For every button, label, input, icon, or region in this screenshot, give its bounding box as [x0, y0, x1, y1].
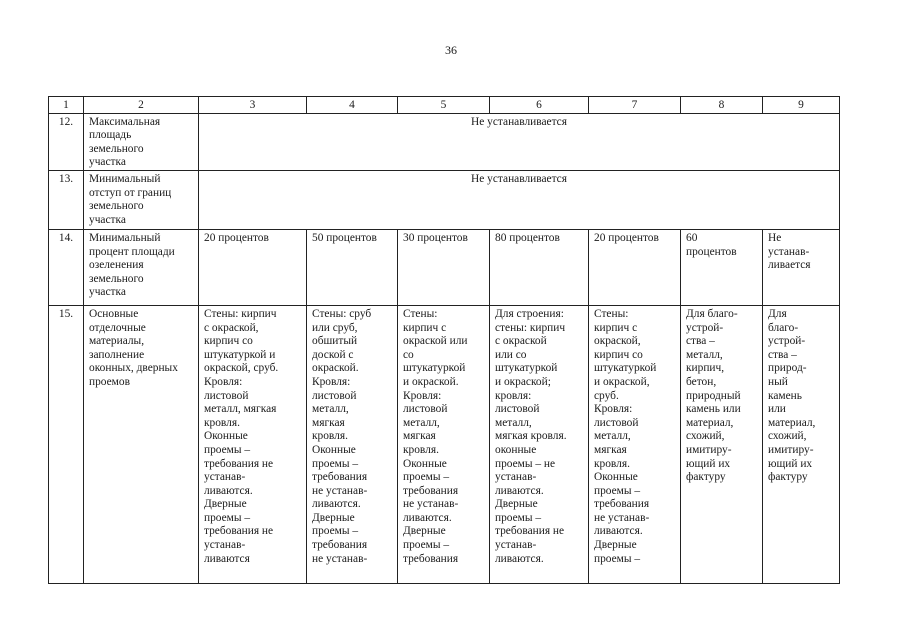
text-line: ющий их	[686, 457, 731, 470]
text-line: не устанав-	[594, 511, 650, 524]
text-line: мягкая кровля.	[495, 430, 567, 443]
text-line: Кровля:	[204, 375, 243, 388]
zone-value-cell	[589, 305, 681, 583]
row-number: 15.	[49, 305, 84, 583]
text-line: штукатуркой	[403, 362, 466, 375]
zone-value-cell	[307, 229, 398, 305]
zone-value-cell	[307, 305, 398, 583]
text-line: проемов	[89, 375, 130, 388]
text-line: Дверные	[204, 498, 247, 511]
text-line: мягкая	[312, 416, 345, 429]
text-line: со	[403, 348, 414, 361]
text-line: бетон,	[686, 375, 717, 388]
text-line: Стены:	[594, 307, 629, 320]
text-line: кирпич,	[686, 362, 725, 375]
text-line: благо-	[768, 321, 799, 334]
text-line: участка	[89, 286, 126, 299]
text-line: проемы –	[204, 511, 251, 524]
zone-value-cell	[398, 229, 490, 305]
text-line: ливаются.	[403, 511, 452, 524]
text-line: имитиру-	[768, 443, 814, 456]
text-line: ства –	[768, 348, 797, 361]
text-line: оконные	[495, 443, 537, 456]
text-line: Не	[768, 231, 782, 244]
parameter-name	[84, 229, 199, 305]
zone-value-cell	[398, 305, 490, 583]
text-line: Дверные	[594, 539, 637, 552]
text-line: фактуру	[768, 471, 808, 484]
text-line: 60	[686, 231, 698, 244]
header-cell: 7	[589, 97, 681, 114]
text-line: кровля:	[495, 389, 532, 402]
text-line: участка	[89, 156, 126, 169]
text-line: Для благо-	[686, 307, 738, 320]
text-line: схожий,	[768, 430, 807, 443]
text-line: Стены: сруб	[312, 307, 372, 320]
text-line: природ-	[768, 362, 807, 375]
text-line: Основные	[89, 307, 139, 320]
text-line: Дверные	[312, 511, 355, 524]
text-line: требования не	[204, 457, 274, 470]
text-line: Оконные	[312, 443, 356, 456]
header-row	[49, 97, 840, 114]
text-line: требования не	[495, 525, 565, 538]
zone-value-cell	[763, 229, 840, 305]
text-line: или сруб,	[312, 321, 358, 334]
text-line: устрой-	[768, 335, 806, 348]
text-line: и окраской;	[495, 375, 551, 388]
merged-value: Не устанавливается	[199, 113, 840, 170]
text-line: материал,	[768, 416, 816, 429]
text-line: кровля.	[594, 457, 630, 470]
header-cell: 4	[307, 97, 398, 114]
text-line: кровля.	[204, 416, 240, 429]
parameter-name	[84, 113, 199, 170]
text-line: природный	[686, 389, 741, 402]
text-line: камень	[768, 389, 802, 402]
text-line: металл, мягкая	[204, 403, 277, 416]
text-line: металл,	[594, 430, 631, 443]
text-line: Оконные	[403, 457, 447, 470]
table-row-12	[49, 113, 840, 170]
zone-value-cell	[681, 229, 763, 305]
text-line: отступ от границ	[89, 186, 172, 199]
header-cell: 8	[681, 97, 763, 114]
text-line: не устанав-	[312, 484, 368, 497]
text-line: участка	[89, 213, 126, 226]
header-cell: 3	[199, 97, 307, 114]
text-line: отделочные	[89, 321, 146, 334]
zone-value-cell	[490, 305, 589, 583]
text-line: Дверные	[495, 498, 538, 511]
text-line: земельного	[89, 272, 144, 285]
text-line: Стены: кирпич	[204, 307, 277, 320]
page-number: 36	[445, 43, 457, 57]
text-line: ливаются.	[594, 525, 643, 538]
text-line: кирпич со	[204, 335, 253, 348]
text-line: Кровля:	[594, 403, 633, 416]
table-row-14	[49, 229, 840, 305]
text-line: проемы –	[403, 539, 450, 552]
text-line: Для	[768, 307, 787, 320]
text-line: проемы –	[312, 457, 359, 470]
text-line: штукатуркой	[594, 362, 657, 375]
text-line: земельного	[89, 200, 144, 213]
header-cell: 2	[84, 97, 199, 114]
text-line: ства –	[686, 335, 715, 348]
text-line: Оконные	[204, 430, 248, 443]
text-line: штукатуркой	[495, 362, 558, 375]
text-line: с окраской	[495, 335, 547, 348]
text-line: кирпич со	[594, 348, 643, 361]
text-line: кирпич с	[403, 321, 447, 334]
text-line: устанав-	[495, 539, 537, 552]
table-row-15	[49, 305, 840, 583]
text-line: не устанав-	[312, 552, 368, 565]
text-line: металл,	[312, 403, 349, 416]
text-line: и окраской.	[403, 375, 459, 388]
text-line: камень или	[686, 403, 741, 416]
text-line: схожий,	[686, 430, 725, 443]
text-line: ливаются.	[495, 552, 544, 565]
text-line: ливаются	[204, 552, 250, 565]
text-line: 30 процентов	[403, 231, 468, 244]
text-line: земельного	[89, 142, 144, 155]
text-line: требования	[312, 471, 368, 484]
zone-value-cell	[589, 229, 681, 305]
text-line: кирпич с	[594, 321, 638, 334]
text-line: процентов	[686, 245, 737, 258]
text-line: устанав-	[768, 245, 810, 258]
text-line: Минимальный	[89, 172, 161, 185]
text-line: ливается	[768, 259, 811, 272]
parameter-name	[84, 305, 199, 583]
text-line: или	[768, 403, 786, 416]
text-line: озеленения	[89, 259, 144, 272]
text-line: Для строения:	[495, 307, 564, 320]
text-line: проемы –	[403, 471, 450, 484]
text-line: материалы,	[89, 335, 145, 348]
text-line: устанав-	[204, 471, 246, 484]
text-line: устанав-	[495, 471, 537, 484]
text-line: окраской или	[403, 335, 468, 348]
row-number: 14.	[49, 229, 84, 305]
text-line: устрой-	[686, 321, 724, 334]
zone-value-cell	[199, 229, 307, 305]
text-line: проемы –	[594, 552, 641, 565]
text-line: требования	[594, 498, 650, 511]
text-line: окраской,	[594, 335, 641, 348]
text-line: и окраской,	[594, 375, 650, 388]
text-line: материал,	[686, 416, 734, 429]
header-cell: 5	[398, 97, 490, 114]
text-line: заполнение	[89, 348, 145, 361]
text-line: 20 процентов	[594, 231, 659, 244]
text-line: мягкая	[403, 430, 436, 443]
text-line: листовой	[403, 403, 448, 416]
row-number: 13.	[49, 170, 84, 229]
text-line: металл,	[495, 416, 532, 429]
text-line: или со	[495, 348, 527, 361]
parameter-name	[84, 170, 199, 229]
text-line: с окраской,	[204, 321, 259, 334]
text-line: проемы –	[594, 484, 641, 497]
text-line: листовой	[495, 403, 540, 416]
text-line: Оконные	[594, 471, 638, 484]
row-number: 12.	[49, 113, 84, 170]
text-line: Стены:	[403, 307, 438, 320]
header-cell: 6	[490, 97, 589, 114]
text-line: доской с	[312, 348, 354, 361]
regulations-table	[48, 96, 840, 584]
text-line: оконных, дверных	[89, 362, 178, 375]
zone-value-cell	[681, 305, 763, 583]
text-line: Дверные	[403, 525, 446, 538]
text-line: листовой	[204, 389, 249, 402]
text-line: листовой	[312, 389, 357, 402]
text-line: стены: кирпич	[495, 321, 566, 334]
text-line: проемы –	[495, 511, 542, 524]
text-line: листовой	[594, 416, 639, 429]
text-line: требования не	[204, 525, 274, 538]
text-line: Кровля:	[403, 389, 442, 402]
merged-value: Не устанавливается	[199, 170, 840, 229]
text-line: площадь	[89, 129, 132, 142]
text-line: 80 процентов	[495, 231, 560, 244]
text-line: окраской.	[312, 362, 359, 375]
text-line: проемы – не	[495, 457, 556, 470]
text-line: обшитый	[312, 335, 358, 348]
text-line: требования	[312, 539, 368, 552]
text-line: требования	[403, 484, 459, 497]
text-line: Максимальная	[89, 115, 161, 128]
text-line: проемы –	[204, 443, 251, 456]
text-line: имитиру-	[686, 443, 732, 456]
text-line: кровля.	[403, 443, 439, 456]
text-line: фактуру	[686, 471, 726, 484]
zone-value-cell	[490, 229, 589, 305]
text-line: окраской, сруб.	[204, 362, 279, 375]
text-line: металл,	[403, 416, 440, 429]
text-line: Минимальный	[89, 231, 161, 244]
header-cell: 1	[49, 97, 84, 114]
text-line: 20 процентов	[204, 231, 269, 244]
text-line: не устанав-	[403, 498, 459, 511]
text-line: штукатуркой и	[204, 348, 276, 361]
text-line: 50 процентов	[312, 231, 377, 244]
text-line: процент площади	[89, 245, 175, 258]
text-line: мягкая	[594, 443, 627, 456]
header-cell: 9	[763, 97, 840, 114]
text-line: проемы –	[312, 525, 359, 538]
text-line: кровля.	[312, 430, 348, 443]
text-line: ный	[768, 375, 788, 388]
zone-value-cell	[199, 305, 307, 583]
text-line: ливаются.	[495, 484, 544, 497]
table-row-13	[49, 170, 840, 229]
zone-value-cell	[763, 305, 840, 583]
text-line: ющий их	[768, 457, 813, 470]
text-line: сруб.	[594, 389, 619, 402]
text-line: ливаются.	[312, 498, 361, 511]
text-line: требования	[403, 552, 459, 565]
text-line: устанав-	[204, 539, 246, 552]
text-line: Кровля:	[312, 375, 351, 388]
text-line: ливаются.	[204, 484, 253, 497]
text-line: металл,	[686, 348, 723, 361]
